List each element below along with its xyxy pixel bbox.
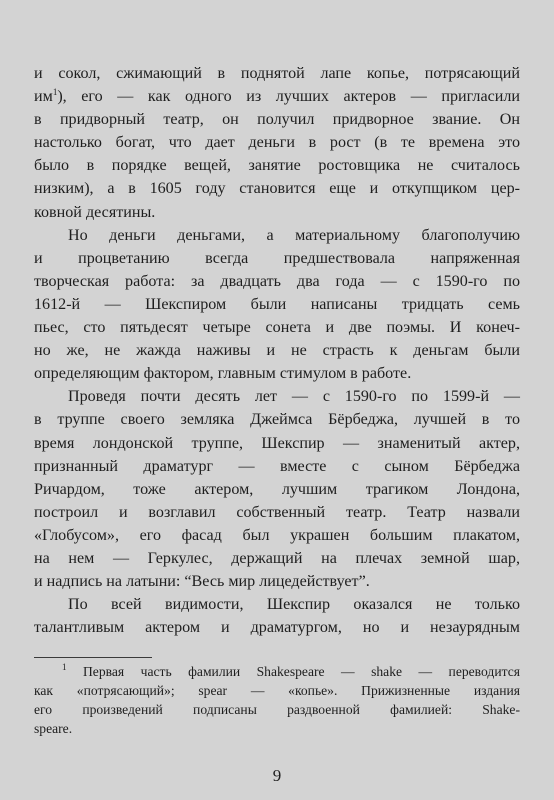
- text-line: ковной десятины.: [34, 203, 156, 221]
- text-line: настолько богат, что дает деньги в рост (в те времена это: [34, 134, 520, 152]
- footnote-ref[interactable]: 1: [52, 87, 58, 98]
- text-line: Ричардом, тоже актером, лучшим трагиком Лондона,: [34, 480, 520, 498]
- footnote-line: его произведений подписаны раздвоенной фамилией: Shake-: [34, 702, 520, 717]
- text-line: признанный драматург — вместе с сыном Бёрбеджа: [34, 457, 520, 475]
- text-line: на нем — Геркулес, держащий на плечах земной шар,: [34, 549, 520, 567]
- text-line: 1612-й — Шекспиром были написаны тридцать семь: [34, 295, 520, 313]
- text-line: и надпись на латыни: “Весь мир лицедействует”.: [34, 573, 370, 591]
- footnote-line: как «потрясающий»; spear — «копье». Прижизненные издания: [34, 683, 520, 698]
- text-fragment: им: [34, 88, 53, 106]
- text-line: и процветанию всегда предшествовала напряженная: [34, 249, 520, 267]
- footnote-text: Первая часть фамилии Shakespeare — shake — переводится: [82, 664, 520, 679]
- footnote-line: speare.: [34, 721, 73, 736]
- text-line: низким), а в 1605 году становится еще и откупщиком цер-: [34, 180, 520, 198]
- text-line: но же, не жажда наживы и не страсть к деньгам были: [34, 342, 520, 360]
- text-line: и сокол, сжимающий в поднятой лапе копье, потрясающий: [34, 65, 520, 82]
- text-line: «Глобусом», его фасад был украшен большим плакатом,: [34, 526, 520, 544]
- text-line: талантливым актером и драматургом, но и незаурядным: [34, 619, 520, 637]
- text-line: По всей видимости, Шекспир оказался не только: [68, 596, 520, 614]
- text-line: было в порядке вещей, занятие ростовщика не считалось: [34, 157, 520, 175]
- footnote: [34, 662, 520, 738]
- text-fragment: ), его — как одного из лучших актеров — пригласили: [57, 88, 520, 106]
- footnote-marker: 1: [62, 662, 67, 672]
- text-line: в труппе своего земляка Джеймса Бёрбеджа, лучшей в то: [34, 411, 520, 429]
- footnote-divider: [34, 657, 152, 658]
- text-line-with-footnote-ref: [34, 85, 520, 108]
- footnote-line: [34, 662, 520, 681]
- text-line: Но деньги деньгами, а материальному благополучию: [68, 226, 520, 244]
- text-line: определяющим фактором, главным стимулом в работе.: [34, 365, 412, 383]
- text-line: построил и возглавил собственный театр. Театр назвали: [34, 503, 520, 521]
- text-line: Проведя почти десять лет — с 1590-го по 1599-й —: [68, 388, 520, 406]
- text-line: творческая работа: за двадцать два года — с 1590-го по: [34, 272, 520, 290]
- text-line: в придворный театр, он получил придворное звание. Он: [34, 111, 520, 129]
- page-number: 9: [272, 766, 282, 785]
- text-line: пьес, сто пятьдесят четыре сонета и две поэмы. И конеч-: [34, 319, 520, 337]
- text-line: время лондонской труппе, Шекспир — знаменитый актер,: [34, 434, 520, 452]
- body-text: [34, 62, 520, 639]
